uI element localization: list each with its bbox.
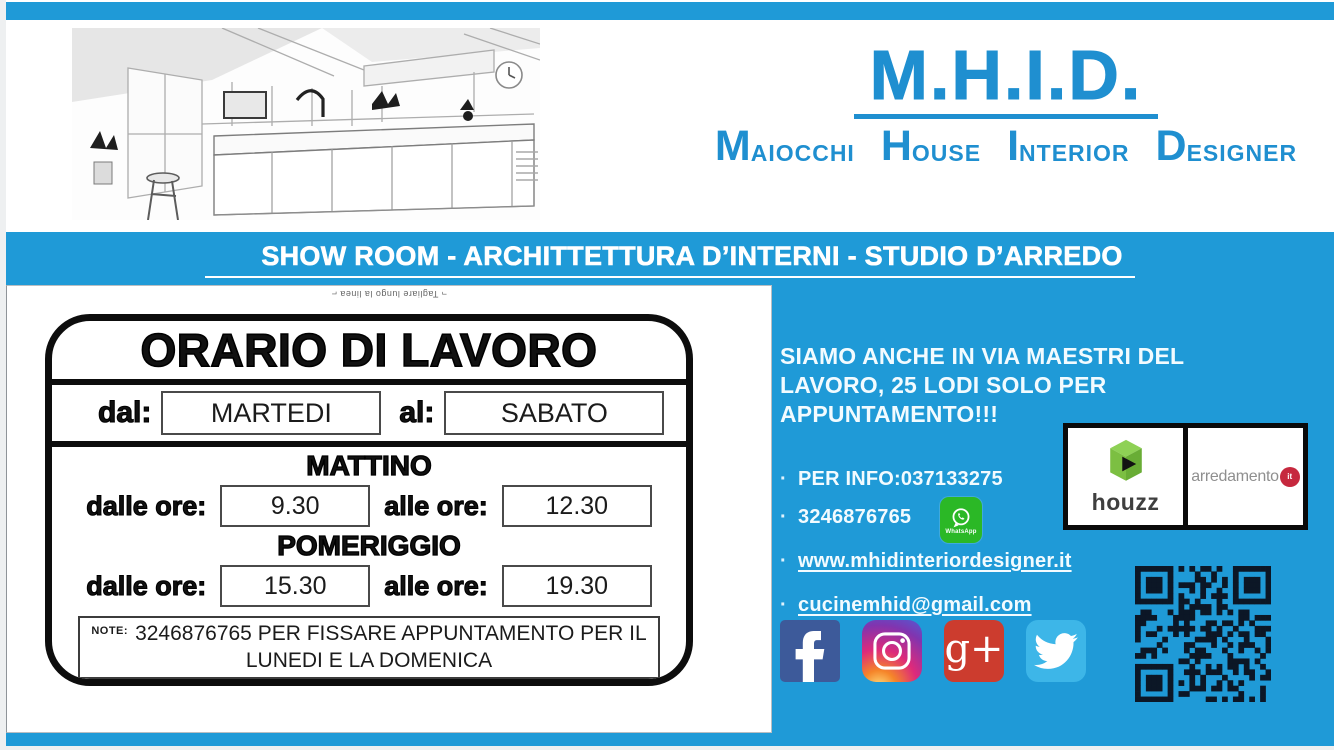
cut-along-line-note: ¬ Tagliare lungo la linea ⌐	[331, 289, 447, 299]
bullet-icon: ·	[780, 594, 787, 616]
note-line: LUNEDI E LA DOMENICA	[245, 648, 493, 672]
website-link[interactable]	[780, 550, 1110, 573]
end-time-label: alle ore:	[384, 570, 488, 601]
from-day-field: MARTEDI	[161, 391, 381, 435]
kitchen-sketch-image	[72, 28, 540, 220]
arredamento-it-badge: it	[1280, 467, 1300, 487]
email-address[interactable]: cucinemhid@gmail.com	[798, 594, 1032, 616]
social-icons-row	[780, 620, 1086, 682]
brand-word-rest: OUSE	[911, 140, 982, 167]
contact-label: PER INFO:037133275	[798, 468, 1003, 490]
bullet-icon: ·	[780, 550, 787, 572]
top-accent-bar	[6, 2, 1334, 20]
start-time-label: dalle ore:	[86, 490, 207, 521]
google-plus-icon[interactable]: g+	[944, 620, 1004, 682]
address-line: SIAMO ANCHE IN VIA MAESTRI DEL	[780, 343, 1185, 369]
brand-word-rest: ESIGNER	[1186, 140, 1298, 167]
days-row	[52, 385, 686, 447]
email-link[interactable]	[780, 594, 1110, 617]
instagram-icon[interactable]	[862, 620, 922, 682]
partner-logos	[1063, 423, 1308, 530]
bullet-icon: ·	[780, 468, 787, 490]
address-line: APPUNTAMENTO!!!	[780, 401, 999, 428]
arredamento-logo[interactable]	[1188, 428, 1303, 525]
twitter-icon[interactable]	[1026, 620, 1086, 682]
afternoon-times-row	[52, 565, 686, 607]
whatsapp-label: WhatsApp	[945, 529, 977, 535]
brand-word-initial: M	[714, 122, 751, 171]
arredamento-label: arredamento	[1191, 467, 1279, 485]
brand-word	[880, 122, 982, 171]
working-hours-card	[6, 285, 772, 733]
brand-word-rest: AIOCCHI	[750, 140, 855, 167]
end-time-label: alle ore:	[384, 490, 488, 521]
morning-end-field: 12.30	[502, 485, 652, 527]
header	[6, 20, 1334, 232]
flyer-page	[6, 0, 1334, 746]
brand-word	[714, 122, 855, 171]
from-day-label: dal:	[98, 396, 152, 429]
morning-start-field: 9.30	[220, 485, 370, 527]
morning-section-title: MATTINO	[306, 450, 432, 481]
contact-list	[780, 468, 1110, 632]
brand-acronym: M.H.I.D.	[854, 40, 1159, 119]
address-line: LAVORO, 25 LODI SOLO PER	[780, 372, 1107, 399]
tagline-text: SHOW ROOM - ARCHITTETTURA D’INTERNI - STUDIO D’ARREDO	[205, 241, 1134, 278]
note-label: NOTE:	[91, 625, 129, 638]
working-hours-frame	[45, 314, 693, 686]
contact-label: 3246876765	[798, 506, 912, 528]
facebook-icon[interactable]	[780, 620, 840, 682]
note-text: 3246876765 PER FISSARE APPUNTAMENTO PER IL	[135, 622, 647, 646]
afternoon-end-field: 19.30	[502, 565, 652, 607]
houzz-logo[interactable]	[1068, 428, 1183, 525]
brand-full-name	[694, 122, 1318, 171]
bullet-icon: ·	[780, 506, 787, 528]
to-day-label: al:	[399, 396, 435, 429]
brand-word-initial: I	[1007, 122, 1020, 171]
brand-word-initial: H	[880, 122, 912, 171]
brand-word-rest: NTERIOR	[1019, 140, 1130, 167]
whatsapp-icon[interactable]	[940, 497, 982, 543]
brand-word	[1007, 122, 1130, 171]
houzz-label: houzz	[1091, 489, 1160, 515]
website-url[interactable]: www.mhidinteriordesigner.it	[798, 550, 1072, 572]
afternoon-start-field: 15.30	[220, 565, 370, 607]
working-hours-title: ORARIO DI LAVORO	[52, 321, 686, 385]
afternoon-section-title: POMERIGGIO	[277, 530, 461, 562]
houzz-icon	[1100, 437, 1152, 491]
contact-mobile	[780, 506, 1110, 535]
brand-word-initial: D	[1155, 122, 1187, 171]
contact-phone-info	[780, 468, 1110, 491]
main-area	[6, 232, 1334, 746]
to-day-field: SABATO	[444, 391, 664, 435]
morning-times-row	[52, 485, 686, 527]
brand-logo	[694, 36, 1318, 171]
brand-word	[1155, 122, 1298, 171]
note-line	[86, 621, 652, 647]
note-box	[78, 616, 660, 679]
secondary-location-text	[780, 342, 1190, 430]
start-time-label: dalle ore:	[86, 570, 207, 601]
qr-code	[1135, 566, 1271, 702]
tagline-banner	[6, 232, 1334, 276]
